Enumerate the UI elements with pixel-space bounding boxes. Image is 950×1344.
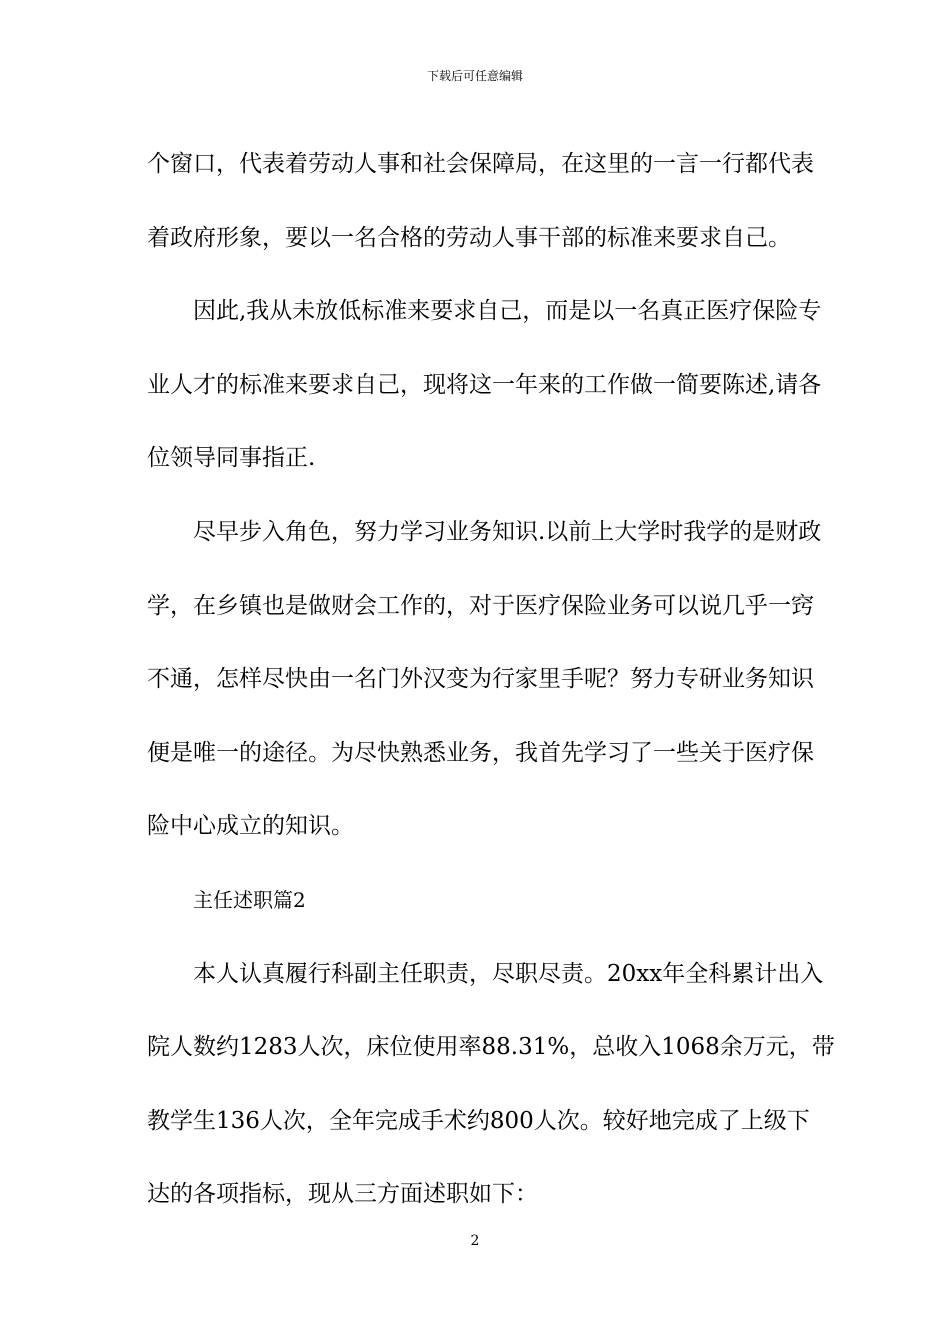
text-line: 业人才的标准来要求自己，现将这一年来的工作做一简要陈述,请各 — [147, 371, 822, 398]
paragraph-start: 尽早步入角色，努力学习业务知识.以前上大学时我学的是财政 — [193, 518, 822, 545]
text-line: 教学生136人次，全年完成手术约800人次。较好地完成了上级下 — [147, 1107, 810, 1134]
text-line: 学，在乡镇也是做财会工作的，对于医疗保险业务可以说几乎一窍 — [147, 592, 814, 619]
text-line: 着政府形象，要以一名合格的劳动人事干部的标准来要求自己。 — [147, 224, 791, 251]
text-line: 险中心成立的知识。 — [147, 813, 354, 840]
text-line: 不通，怎样尽快由一名门外汉变为行家里手呢？努力专研业务知识 — [147, 666, 814, 693]
section-heading: 主任述职篇2 — [193, 887, 306, 912]
page-number: 2 — [470, 1233, 480, 1249]
text-line: 便是唯一的途径。为尽快熟悉业务，我首先学习了一些关于医疗保 — [147, 739, 814, 766]
paragraph-start: 因此,我从未放低标准来要求自己，而是以一名真正医疗保险专 — [193, 298, 822, 325]
document-body — [147, 128, 835, 1232]
text-line: 达的各项指标，现从三方面述职如下： — [147, 1181, 538, 1208]
text-line: 位领导同事指正. — [147, 445, 316, 472]
paragraph-start: 本人认真履行科副主任职责，尽职尽责。20xx年全科累计出入 — [193, 960, 824, 987]
text-line: 院人数约1283人次，床位使用率88.31%，总收入1068余万元，带 — [147, 1034, 835, 1061]
page-header: 下载后可任意编辑 — [426, 69, 523, 83]
text-line: 个窗口，代表着劳动人事和社会保障局，在这里的一言一行都代表 — [147, 151, 814, 177]
